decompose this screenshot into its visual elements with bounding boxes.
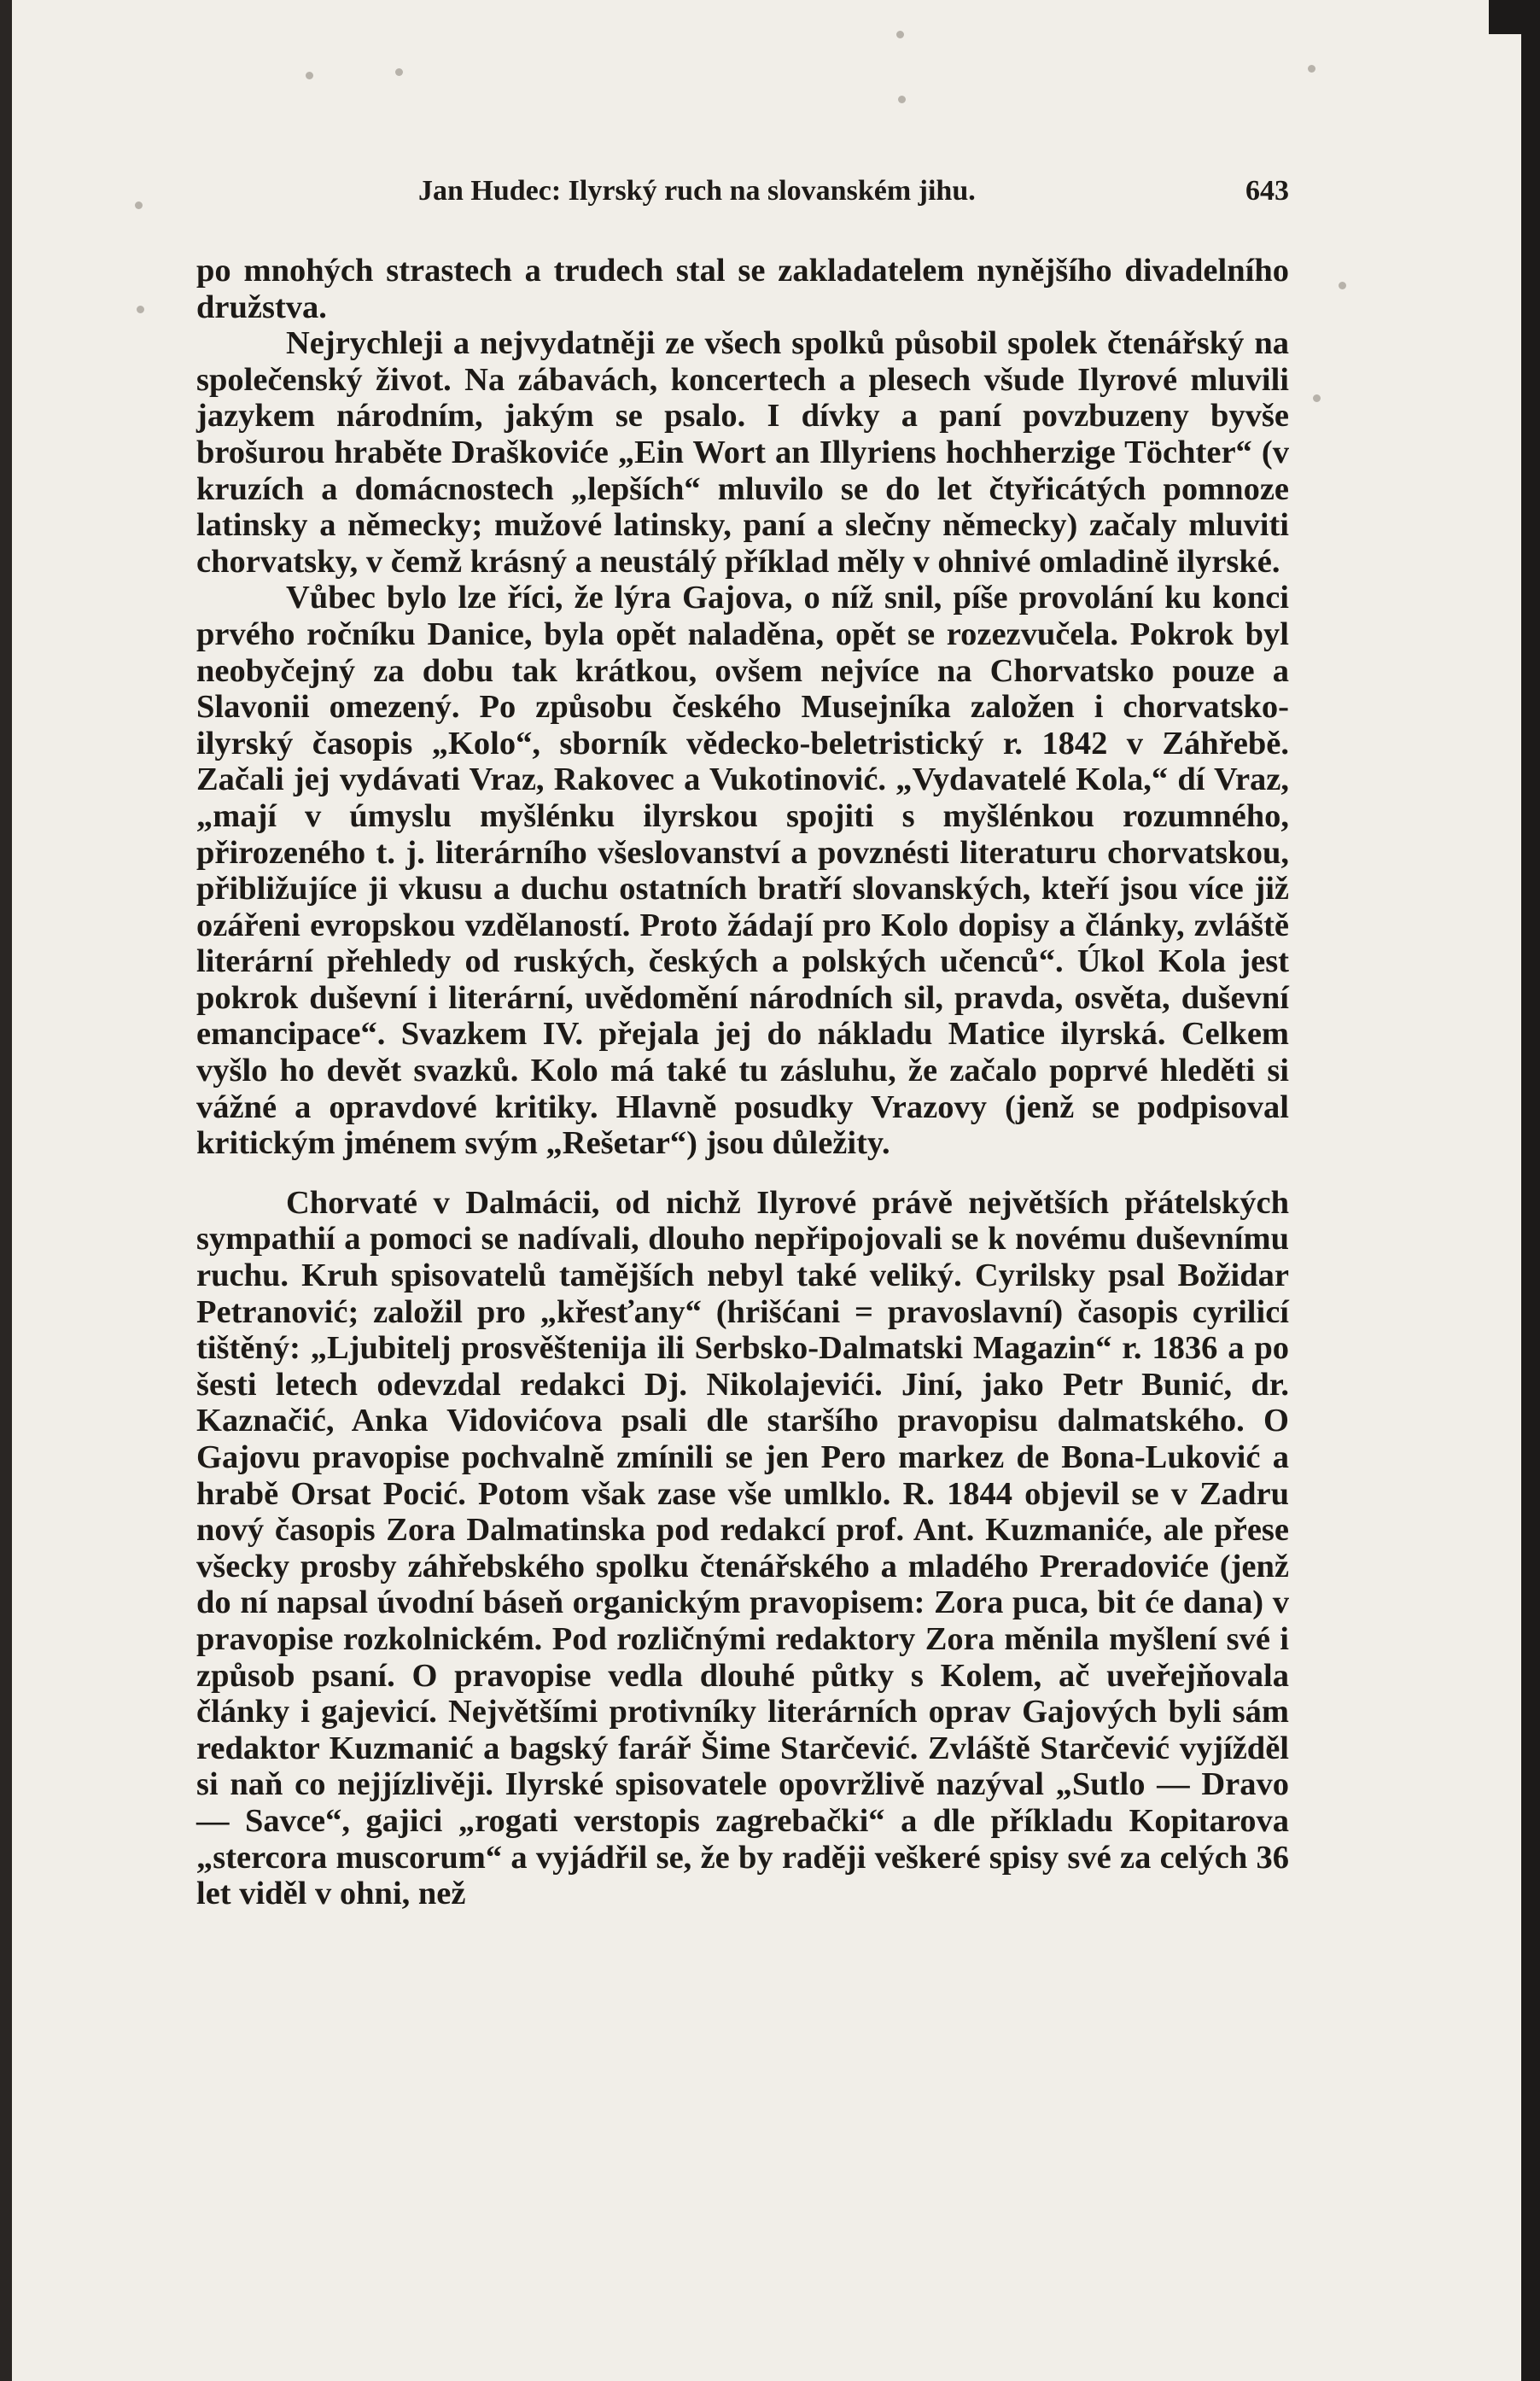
scan-corner xyxy=(1489,0,1540,34)
scan-edge-left xyxy=(0,0,12,2381)
scan-speck xyxy=(1339,282,1346,289)
paragraph: Vůbec bylo lze říci, že lýra Gajova, o níž snil, píše provolání ku konci prvého ročníku Danice, byla opět naladěna, opět se rozezvučela. Pokrok byl neobyčejný za dobu tak krátkou, ovšem nejvíce na Chorvatsko pouze a Slavonii omezený. Po způsobu českého Musejníka založen i chorvatsko-ilyrský časopis „Kolo“, sborník vědecko-beletristický r. 1842 v Záhřebě. Začali jej vydávati Vraz, Rakovec a Vukotinović. „Vydavatelé Kola,“ dí Vraz, „mají v úmyslu myšlénku ilyrskou spojiti s myšlénkou rozumného, přirozeného t. j. literárního všeslovanství a povznésti literaturu chorvatskou, přibližujíce ji vkusu a duchu ostatních bratří slovanských, kteří jsou více již ozářeni evropskou vzdělaností. Proto žádají pro Kolo dopisy a články, zvláště literární přehledy od ruských, českých a polských učenců“. Úkol Kola jest pokrok duševní i literární, uvědomění národních sil, pravda, osvěta, duševní emancipace“. Svazkem IV. přejala jej do nákladu Matice ilyrská. Celkem vyšlo ho devět svazků. Kolo má také tu zásluhu, že začalo poprvé hleděti si vážné a opravdové kritiky. Hlavně posudky Vrazovy (jenž se podpisoval kritickým jménem svým „Rešetar“) jsou důležity. xyxy=(196,580,1289,1162)
body-text xyxy=(196,253,1289,1912)
scan-speck xyxy=(896,31,904,38)
scan-speck xyxy=(898,96,906,103)
scan-speck xyxy=(135,201,143,209)
scan-speck xyxy=(306,72,313,79)
scan-speck xyxy=(1313,394,1321,402)
running-header xyxy=(418,175,1289,218)
scan-edge-right xyxy=(1521,0,1540,2381)
paragraph: Chorvaté v Dalmácii, od nichž Ilyrové právě největších přátelských sympathií a pomoci se nadívali, dlouho nepřipojovali se k novému duševnímu ruchu. Kruh spisovatelů tamějších nebyl také veliký. Cyrilsky psal Božidar Petranović; založil pro „křesťany“ (hrišćani = pravoslavní) časopis cyrilicí tištěný: „Ljubitelj prosvěštenija ili Serbsko-Dalmatski Magazin“ r. 1836 a po šesti letech odevzdal redakci Dj. Nikolajevići. Jiní, jako Petr Bunić, dr. Kaznačić, Anka Vidovićova psali dle staršího pravopisu dalmatského. O Gajovu pravopise pochvalně zmínili se jen Pero markez de Bona-Luković a hrabě Orsat Pocić. Potom však zase vše umlklo. R. 1844 objevil se v Zadru nový časopis Zora Dalmatinska pod redakcí prof. Ant. Kuzmaniće, ale přese všecky prosby záhřebského spolku čtenářského a mladého Preradoviće (jenž do ní napsal úvodní báseň organickým pravopisem: Zora puca, bit će dana) v pravopise rozkolnickém. Pod rozličnými redaktory Zora měnila myšlení své i způsob psaní. O pravopise vedla dlouhé půtky s Kolem, ač uveřejňovala články i gajevicí. Největšími protivníky literárních oprav Gajových byli sám redaktor Kuzmanić a bagský farář Šime Starčević. Zvláště Starčević vyjížděl si naň co nejjízlivěji. Ilyrské spisovatele opovržlivě nazýval „Sutlo — Dravo — Savce“, gajici „rogati verstopis zagrebački“ a dle příkladu Kopitarova „stercora muscorum“ a vyjádřil se, že by raději veškeré spisy své za celých 36 let viděl v ohni, než xyxy=(196,1184,1289,1912)
page-number: 643 xyxy=(1245,175,1289,207)
paragraph: Nejrychleji a nejvydatněji ze všech spolků působil spolek čtenářský na společenský život. Na zábavách, koncertech a plesech všude Ilyrové mluvili jazykem národním, jakým se psalo. I dívky a paní povzbuzeny byvše brošurou hraběte Draškoviće „Ein Wort an Illyriens hochherzige Töchter“ (v kruzích a domácnostech „lepších“ mluvilo se do let čtyřicátých pomnoze latinsky a německy; mužové latinsky, paní a slečny německy) začaly mluviti chorvatsky, v čemž krásný a neustálý příklad měly v ohnivé omladině ilyrské. xyxy=(196,325,1289,580)
scan-speck xyxy=(1308,65,1315,73)
paragraph: po mnohých strastech a trudech stal se zakladatelem nynějšího divadelního družstva. xyxy=(196,253,1289,325)
scan-speck xyxy=(137,306,144,313)
running-title: Jan Hudec: Ilyrský ruch na slovanském jihu. xyxy=(418,175,976,207)
scan-speck xyxy=(395,68,403,76)
